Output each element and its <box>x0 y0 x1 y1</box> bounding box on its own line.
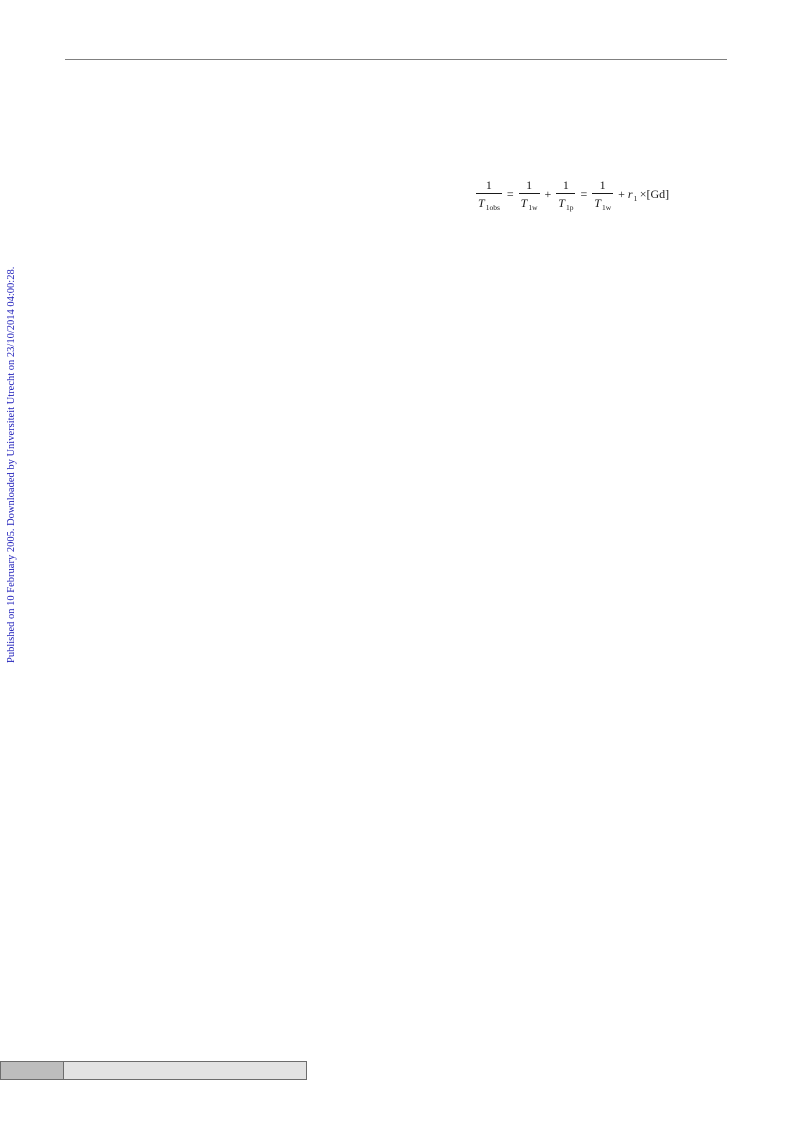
numerator: 1 <box>485 178 492 192</box>
equals-sign: = <box>506 186 514 201</box>
fraction-1-over-t1w <box>592 178 613 212</box>
plus-sign: + <box>544 186 552 201</box>
variable-T: T <box>520 196 528 210</box>
subscript-1p: 1p <box>565 203 574 212</box>
numerator: 1 <box>526 178 533 192</box>
download-notice-link[interactable]: Published on 10 February 2005. Downloaded by Universiteit Utrecht on 23/10/2014 04:00:28. <box>6 266 17 663</box>
footer-page-box <box>0 1061 64 1080</box>
fraction-1-over-t1p <box>556 178 575 212</box>
relaxivity-equation <box>474 178 669 212</box>
denominator <box>556 196 575 212</box>
subscript-1w: 1w <box>528 203 538 212</box>
plus-sign: + <box>618 186 625 201</box>
fraction-bar <box>556 193 575 194</box>
gd-concentration: ×[Gd] <box>639 186 670 201</box>
fraction-bar <box>592 193 613 194</box>
subscript-1: 1 <box>633 193 638 203</box>
numerator: 1 <box>562 178 569 192</box>
relaxivity-term <box>628 187 669 202</box>
fraction-1-over-t1w <box>519 178 540 212</box>
fraction-1-over-t1obs <box>476 178 502 212</box>
variable-T: T <box>478 196 485 210</box>
denominator <box>519 196 540 212</box>
footer-journal-box <box>64 1061 307 1080</box>
header-rule <box>65 59 727 60</box>
variable-T: T <box>558 196 565 210</box>
fraction-bar <box>476 193 502 194</box>
subscript-1w: 1w <box>601 203 612 212</box>
footer-bar <box>0 1061 307 1080</box>
variable-T: T <box>594 196 601 210</box>
subscript-1obs: 1obs <box>485 203 500 212</box>
denominator <box>592 196 613 212</box>
equals-sign: = <box>580 186 588 201</box>
fraction-bar <box>519 193 540 194</box>
denominator <box>476 196 502 212</box>
numerator: 1 <box>599 178 606 192</box>
variable-r: r <box>627 186 633 201</box>
